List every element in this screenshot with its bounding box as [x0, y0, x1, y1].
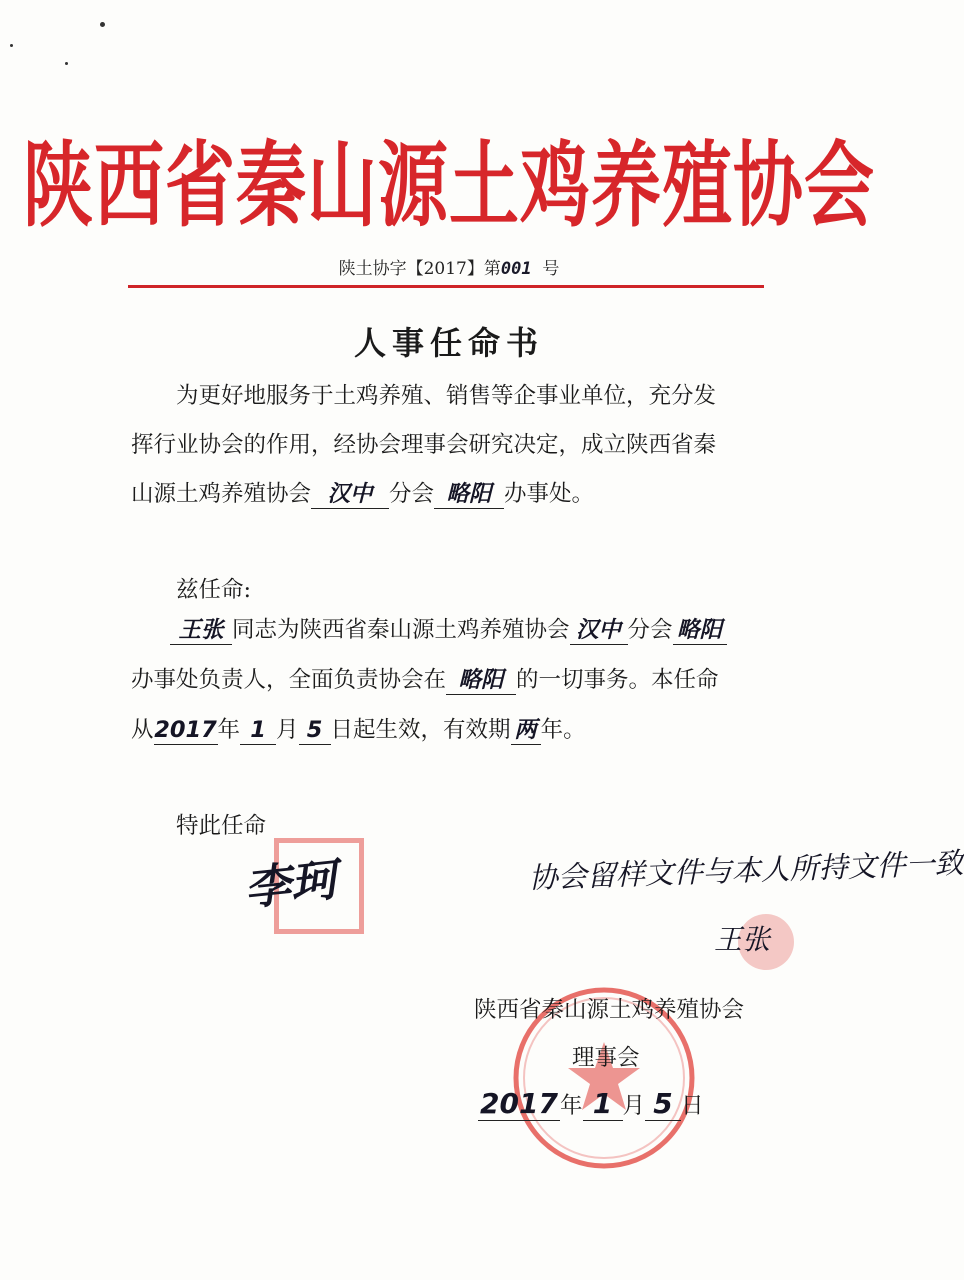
issuer-organization: 陕西省秦山源土鸡养殖协会	[474, 997, 745, 1023]
letterhead-red-rule	[128, 285, 764, 288]
intro-line-3: 山源土鸡养殖协会 汉中 分会 略阳 办事处。	[131, 481, 595, 507]
effective-year-fill: 2017	[154, 717, 217, 743]
validity-period-fill: 两	[511, 718, 541, 745]
intro-line-1: 为更好地服务于土鸡养殖、销售等企事业单位，充分发	[176, 383, 717, 409]
issuer-board: 理事会	[572, 1045, 640, 1071]
doc-number-prefix: 陕土协字【2017】第	[338, 259, 501, 279]
doc-number-suffix: 号	[542, 259, 560, 279]
appointment-line-2: 办事处负责人，全面负责协会在 略阳 的一切事务。本任命	[131, 667, 719, 693]
note-signer-signature: 王张	[714, 923, 771, 956]
doc-number-value: 001	[500, 259, 532, 279]
issue-month-fill: 1	[583, 1088, 623, 1121]
branch-fill: 汉中	[311, 482, 389, 509]
effective-month-fill: 1	[240, 718, 276, 745]
closing-text: 特此任命	[176, 813, 267, 839]
appointment-place-fill: 略阳	[446, 668, 516, 695]
office-fill: 略阳	[434, 482, 504, 509]
issue-day-fill: 5	[645, 1088, 681, 1121]
letterhead-organization: 陕西省秦山源土鸡养殖协会	[23, 131, 875, 241]
issue-year-fill: 2017	[478, 1088, 560, 1121]
appointment-office-fill: 略阳	[673, 618, 727, 645]
handwritten-note: 协会留样文件与本人所持文件一致	[528, 845, 964, 895]
appointment-line-3: 从2017年 1 月 5 日起生效，有效期 两 年。	[131, 717, 586, 743]
appoint-label: 兹任命:	[176, 577, 252, 603]
document-number	[0, 254, 898, 279]
appointment-branch-fill: 汉中	[570, 618, 628, 645]
effective-day-fill: 5	[299, 718, 331, 745]
appointee-name-fill: 王张	[170, 618, 232, 645]
intro-line-2: 挥行业协会的作用，经协会理事会研究决定，成立陕西省秦	[131, 432, 717, 458]
appointment-line-1: 王张 同志为陕西省秦山源土鸡养殖协会 汉中 分会 略阳	[170, 606, 727, 655]
issue-date: 2017年 1 月 5 日	[478, 1082, 704, 1131]
chairman-signature: 李珂	[241, 852, 339, 916]
document-heading: 人事任命书	[353, 324, 544, 362]
